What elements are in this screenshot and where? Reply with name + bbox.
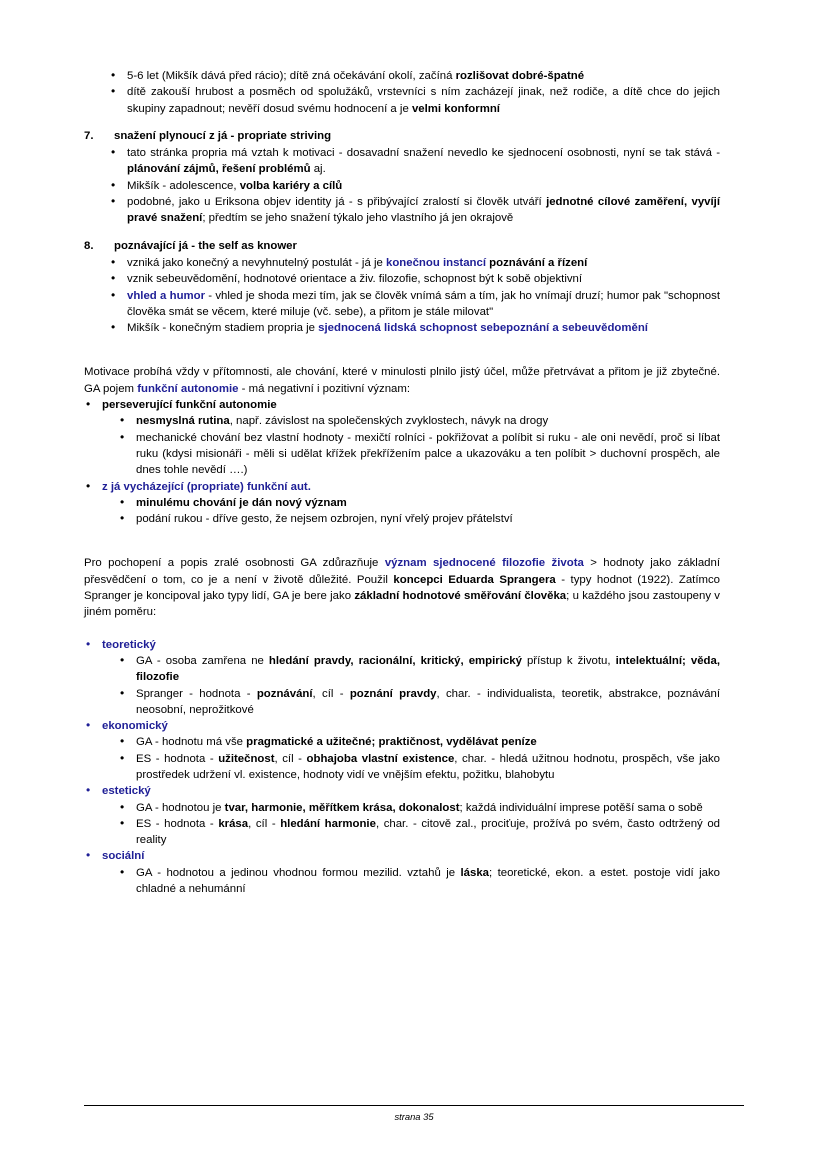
list-item [84,495,720,511]
list-item [84,686,720,719]
value-type-ekonomicky [84,718,720,734]
list-item-text: minulému chování je dán nový význam [136,496,347,509]
bullet-icon: • [120,685,125,700]
bullet-icon: • [120,494,125,509]
list-item-text: mechanické chování bez vlastní hodnoty - mexičtí rolníci - pokřižovat a políbit si ruku - ale oni nevědí, proč si líbat ruku (kdysi misionáři - měli si udělat křížek překřížením palce a ukazováku a ten políbit > duchovní prospěch, ale dnes tohle nevědí ….) [136,431,720,477]
list-item [84,865,720,898]
bullet-icon: • [111,287,116,302]
bullet-icon: • [111,177,116,192]
list-item [84,68,720,84]
bullet-icon: • [86,783,91,798]
list-item [84,800,720,816]
list-item [84,194,720,227]
list-item [84,511,720,527]
bullet-icon: • [111,68,116,82]
page-number: strana 35 [394,1111,434,1122]
list-item [84,430,720,479]
bullet-icon: • [111,271,116,286]
section-spacer [84,336,720,364]
bullet-icon: • [120,413,125,428]
bullet-icon: • [111,320,116,335]
list-item [84,84,720,117]
list-item-text: vhled a humor - vhled je shoda mezi tím, jak se člověk vnímá sám a tím, jak ho vnímají druzí; humor pak "schopnost člověka smát se věcem, které miluje (vč. sebe), a přitom je stále milovat" [127,289,720,318]
mature-personality-paragraph: Pro pochopení a popis zralé osobnosti GA zdůrazňuje význam sjednocené filozofie života > hodnoty jako základní přesvědčení o tom, co je a není v životě důležité. Použil koncepci Eduarda Sprangera - typy hodnot (1922). Zatímco Spranger je koncipoval jako typy lidí, GA je bere jako základní hodnotové směřování člověka; u každého jsou zastoupeny v jiném poměru: [84,557,721,619]
list-item [84,320,720,336]
section-heading-text: poznávající já - the self as knower [114,239,297,252]
bullet-icon: • [86,848,91,863]
list-item [84,288,720,321]
list-item [84,271,720,287]
list-item [84,255,720,271]
bullet-icon: • [120,511,125,526]
value-type-label: teoretický [102,638,156,651]
bullet-icon: • [86,636,91,651]
list-item [84,734,720,750]
list-number: 7. [84,129,94,142]
list-item [84,751,720,784]
list-item-text: vzniká jako konečný a nevyhnutelný postulát - já je konečnou instancí poznávání a řízení [127,256,588,269]
list-item-text: podání rukou - dříve gesto, že nejsem ozbrojen, nyní vřelý projev přátelství [136,513,513,526]
bullet-icon: • [120,864,125,879]
list-item-text: dítě zakouší hrubost a posměch od spolužáků, vrstevníci s ním zacházejí jinak, než rodiče, a dítě chce do jejich skupiny zapadnout; nevěří dosud svému hodnocení a je velmi konformní [127,86,720,115]
numbered-heading [84,238,720,254]
list-item-text: perseverující funkční autonomie [102,399,277,412]
bullet-icon: • [111,84,116,99]
bullet-icon: • [120,815,125,830]
section-spacer [84,527,720,555]
bullet-icon: • [120,734,125,749]
list-item [84,178,720,194]
list-item-text: Spranger - hodnota - poznávání, cíl - poznání pravdy, char. - individualista, teoretik, abstrakce, poznávání neosobní, neprožitkové [136,687,720,716]
bullet-icon: • [120,750,125,765]
list-item-text: ES - hodnota - užitečnost, cíl - obhajoba vlastní existence, char. - hledá užitnou hodnotu, prospěch, vše jako prostředek udržení vl. existence, hodnoty vidí ve vnějším efektu, požitku, blahobytu [136,752,720,781]
list-item [84,145,720,178]
list-item-text: GA - hodnotu má vše pragmatické a užitečné; praktičnost, vydělávat peníze [136,736,537,749]
top-bullet-list [84,68,720,117]
page-footer [84,1105,744,1122]
list-item-text: Mikšík - adolescence, volba kariéry a cílů [127,179,343,192]
footer-divider [84,1105,744,1106]
bullet-icon: • [111,145,116,160]
list-item-text: vznik sebeuvědomění, hodnotové orientace a živ. filozofie, schopnost být k sobě objektivní [127,273,583,286]
list-item [84,397,720,413]
list-item-text: GA - osoba zamřena ne hledání pravdy, racionální, kritický, empirický přístup k životu, intelektuální; věda, filozofie [136,654,720,684]
list-item-text: ES - hodnota - krása, cíl - hledání harmonie, char. - citově zal., prociťuje, prožívá po svém, často odtržený od reality [136,817,720,847]
bullet-icon: • [86,478,91,493]
list-item-text: GA - hodnotou a jedinou vhodnou formou mezilid. vztahů je láska; teoretické, ekon. a estet. postoje vidí jako chladné a nehumánní [136,866,721,896]
motivace-paragraph: Motivace probíhá vždy v přítomnosti, ale chování, které v minulosti plnilo jistý účel, může přetrvávat a přitom je již zbytečné. GA pojem funkční autonomie - má negativní i pozitivní význam: [84,366,720,395]
section-8-bullets [84,255,720,336]
section-7-bullets [84,145,720,226]
value-type-label: ekonomický [102,720,168,733]
functional-autonomy-list [84,397,720,527]
list-item [84,816,720,849]
list-item-text: GA - hodnotou je tvar, harmonie, měřítkem krása, dokonalost; každá individuální imprese potěší sama o sobě [136,801,703,814]
bullet-icon: • [86,397,91,412]
value-type-label: estetický [102,785,151,798]
value-type-teoreticky [84,637,720,653]
list-item-text: z já vycházející (propriate) funkční aut. [102,480,311,493]
list-item-text: Mikšík - konečným stadiem propria je sjednocená lidská schopnost sebepoznání a sebeuvědomění [127,322,648,335]
list-item [84,413,720,429]
value-type-esteticky [84,783,720,799]
value-type-socialni [84,848,720,864]
section-7 [84,128,720,144]
bullet-icon: • [111,254,116,269]
bullet-icon: • [111,194,116,209]
value-type-label: sociální [102,850,145,863]
document-body [84,68,720,897]
section-8 [84,238,720,254]
list-number: 8. [84,239,94,252]
bullet-icon: • [120,652,125,667]
section-heading-text: snažení plynoucí z já - propriate striving [114,129,332,142]
list-item-text: podobné, jako u Eriksona objev identity já - s přibývající zralostí si člověk utváří jednotné cílové zaměření, vyvíjí pravé snažení; předtím se jeho snažení týkalo jeho vlastního já jen okrajově [127,196,721,225]
section-spacer [84,621,720,637]
bullet-icon: • [120,799,125,814]
value-types-list [84,637,720,898]
list-item [84,479,720,495]
bullet-icon: • [120,429,125,444]
list-item-text: tato stránka propria má vztah k motivaci - dosavadní snažení nevedlo ke sjednocení osobnosti, nyní se tak stává - plánování zájmů, řešení problémů aj. [127,147,720,176]
list-item-text: nesmyslná rutina, např. závislost na společenských zvyklostech, návyk na drogy [136,415,549,428]
list-item-text: 5-6 let (Mikšík dává před rácio); dítě zná očekávání okolí, začíná rozlišovat dobré-špatné [127,70,585,82]
bullet-icon: • [86,718,91,733]
list-item [84,653,720,686]
numbered-heading [84,128,720,144]
